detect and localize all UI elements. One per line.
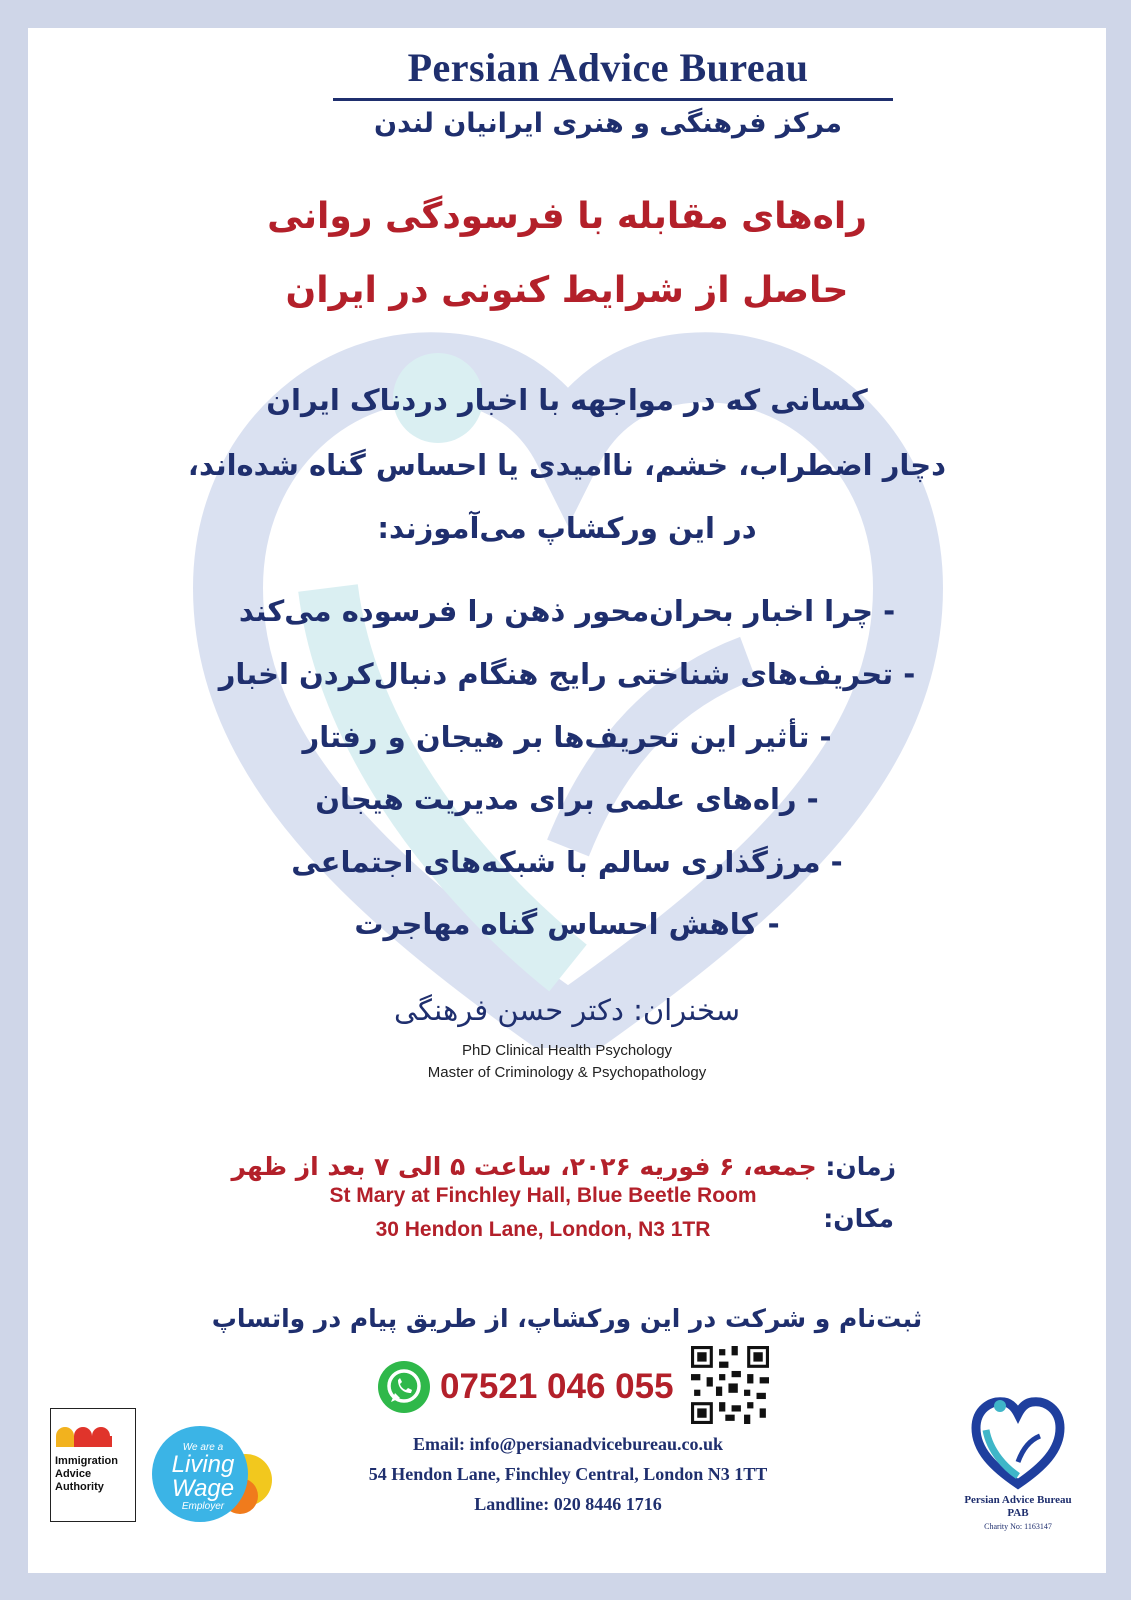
iaa-name: Immigration Advice Authority xyxy=(55,1455,118,1493)
iaa-badge xyxy=(50,1408,136,1522)
topic-item: - تحریف‌های شناختی رایج هنگام دنبال‌کردن اخبار xyxy=(218,657,916,691)
time-value: جمعه، ۶ فوریه ۲۰۲۶، ساعت ۵ الی ۷ بعد از ظهر xyxy=(231,1152,817,1181)
intro-line-1: کسانی که در مواجهه با اخبار دردناک ایران xyxy=(266,383,868,417)
topic-item: - کاهش احساس گناه مهاجرت xyxy=(354,907,780,941)
registration-text: ثبت‌نام و شرکت در این ورکشاپ، از طریق پیام در واتساپ xyxy=(211,1304,923,1333)
contact-email[interactable]: Email: info@persianadvicebureau.co.uk xyxy=(413,1434,723,1454)
event-time xyxy=(231,1152,896,1181)
living-wage-text: We are a Living Wage Employer xyxy=(171,1442,235,1512)
org-name-persian: مرکز فرهنگی و هنری ایرانیان لندن xyxy=(374,108,842,139)
topic-item: - مرزگذاری سالم با شبکه‌های اجتماعی xyxy=(291,845,843,879)
header-divider xyxy=(333,98,893,101)
qr-code-icon[interactable] xyxy=(691,1346,769,1424)
contact-address: 54 Hendon Lane, Finchley Central, London N3 1TT xyxy=(368,1464,768,1484)
headline-line-1: راه‌های مقابله با فرسودگی روانی xyxy=(267,196,867,237)
pab-heart-logo-icon xyxy=(968,1392,1068,1492)
contact-landline[interactable]: Landline: 020 8446 1716 xyxy=(474,1494,662,1514)
place-label: مکان: xyxy=(823,1204,894,1233)
flyer xyxy=(28,28,1106,1573)
topic-item: - تأثیر این تحریف‌ها بر هیجان و رفتار xyxy=(302,720,832,754)
pab-name: Persian Advice Bureau PAB xyxy=(964,1494,1072,1519)
org-name: Persian Advice Bureau xyxy=(407,45,809,90)
whatsapp-phone-number[interactable]: 07521 046 055 xyxy=(440,1367,674,1406)
whatsapp-icon xyxy=(378,1361,430,1413)
iaa-logo-icon xyxy=(55,1423,113,1449)
pab-charity-number: Charity No: 1163147 xyxy=(984,1522,1052,1531)
topic-item: - چرا اخبار بحران‌محور ذهن را فرسوده می‌کند xyxy=(238,594,896,628)
speaker-name: سخنران: دکتر حسن فرهنگی xyxy=(394,993,740,1027)
intro-line-2: دچار اضطراب، خشم، ناامیدی یا احساس گناه شده‌اند، xyxy=(187,448,947,482)
venue-name: St Mary at Finchley Hall, Blue Beetle Room xyxy=(329,1184,757,1207)
speaker-credential: Master of Criminology & Psychopathology xyxy=(427,1064,707,1081)
headline-line-2: حاصل از شرایط کنونی در ایران xyxy=(285,270,849,311)
time-label: زمان: xyxy=(825,1152,896,1181)
venue-address: 30 Hendon Lane, London, N3 1TR xyxy=(375,1218,711,1241)
topic-item: - راه‌های علمی برای مدیریت هیجان xyxy=(315,782,819,816)
intro-line-3: در این ورکشاپ می‌آموزند: xyxy=(377,511,757,545)
speaker-credential: PhD Clinical Health Psychology xyxy=(461,1042,673,1059)
